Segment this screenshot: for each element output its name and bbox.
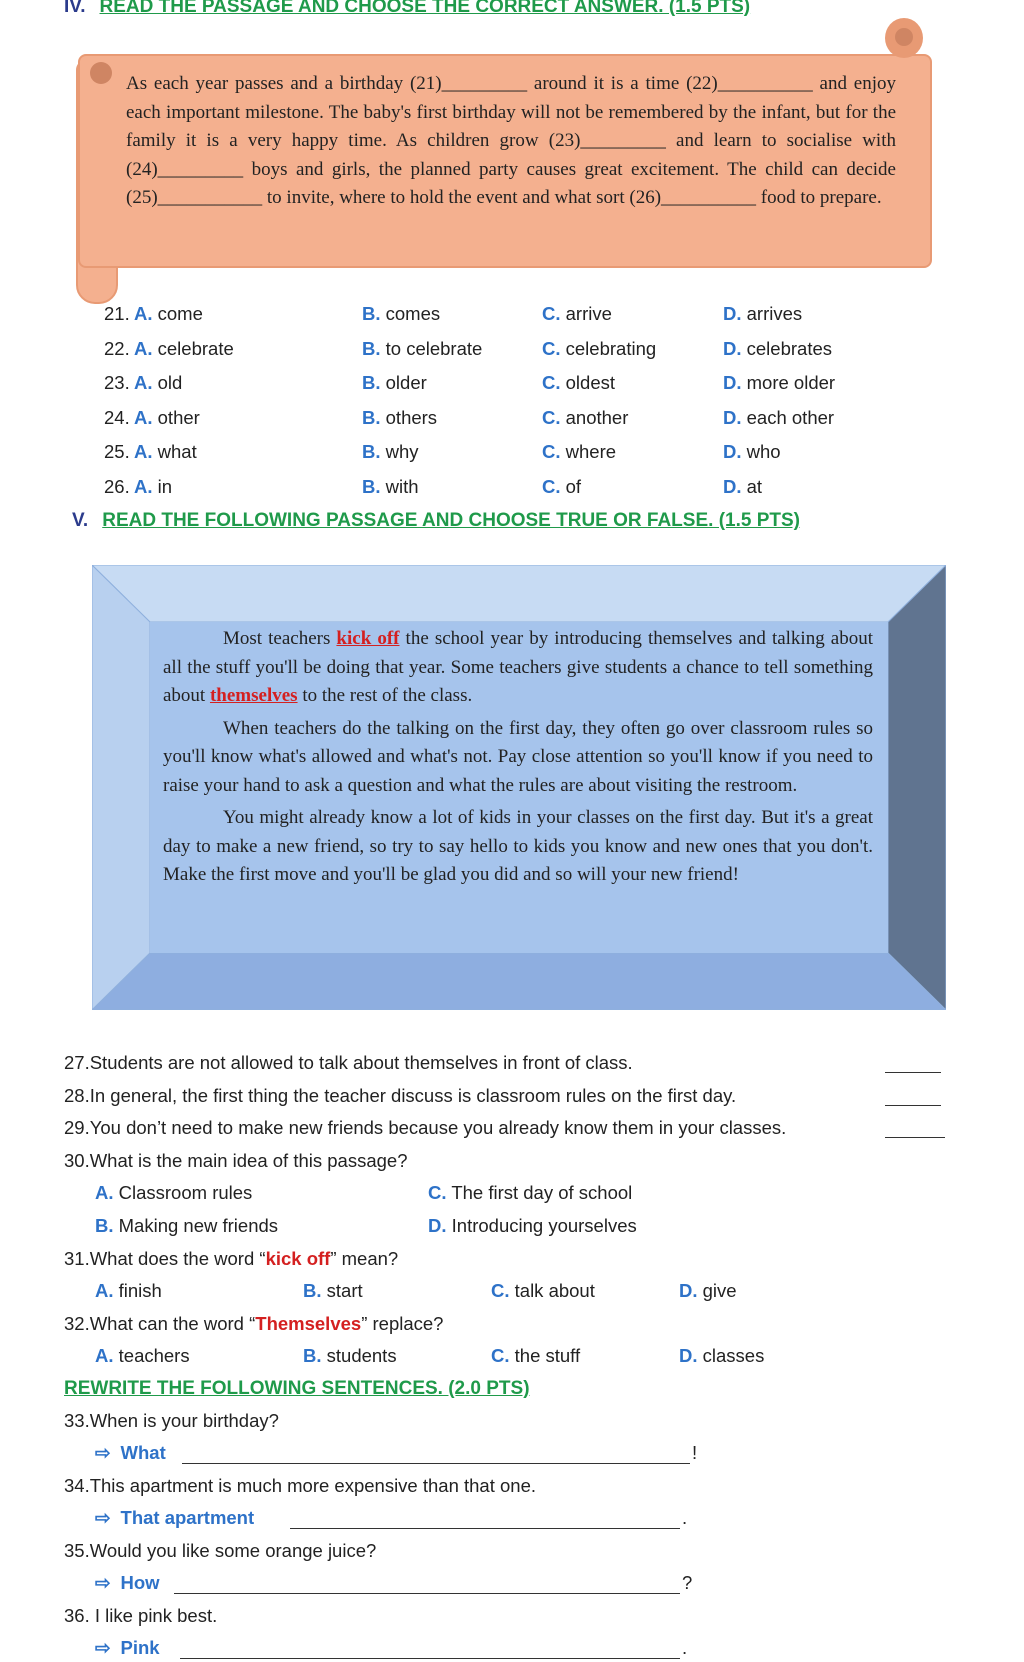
option-25-d[interactable]: D. who <box>723 441 781 462</box>
answer-blank-27[interactable] <box>885 1072 941 1073</box>
answer-lead-word: That apartment <box>120 1507 255 1528</box>
option-21-d[interactable]: D. arrives <box>723 303 803 324</box>
option-31-a[interactable]: A. finish <box>95 1280 162 1301</box>
answer-line-33[interactable] <box>182 1463 690 1464</box>
option-24-a[interactable]: A. other <box>134 406 200 428</box>
option-23-d[interactable]: D. more older <box>723 372 836 393</box>
option-26-b[interactable]: B. with <box>362 475 419 497</box>
option-25-b[interactable]: B. why <box>362 441 419 462</box>
option-22-d[interactable]: D. celebrates <box>723 337 832 359</box>
arrow-icon: ⇨ <box>95 1637 111 1658</box>
rewrite-question-34: 34.This apartment is much more expensive than that one. <box>64 1475 537 1496</box>
section-5-title: V. READ THE FOLLOWING PASSAGE AND CHOOSE TRUE OR FALSE. (1.5 PTS) <box>72 510 800 531</box>
highlight-themselves: themselves <box>209 685 298 706</box>
option-26-a[interactable]: A. in <box>134 475 173 497</box>
rewrite-question-33: 33.When is your birthday? <box>64 1410 279 1431</box>
section-4-passage: As each year passes and a birthday (21)_________ around it is a time (22)__________ and enjoy each important milestone. The baby's first birthday will not be remembered by the infant, but for the family it is a very happy time. As children grow (23)_________ and learn to socialise with (24)_________ boys and girls, the planned party causes great excitement. The child can decide (25)___________ to invite, where to hold the event and what sort (26)__________ food to prepare. <box>126 73 896 208</box>
scroll-curl-top <box>885 18 923 58</box>
option-30-c[interactable]: C. The first day of school <box>428 1182 633 1203</box>
rewrite-question-36: 36. I like pink best. <box>64 1605 218 1626</box>
question-32: 32.What can the word “Themselves” replace? <box>64 1313 444 1334</box>
option-21-c[interactable]: C. arrive <box>542 303 612 324</box>
option-23-a[interactable]: A. old <box>134 372 183 393</box>
question-30: 30.What is the main idea of this passage? <box>64 1150 408 1171</box>
question-28: 28.In general, the first thing the teacher discuss is classroom rules on the first day. <box>64 1085 737 1106</box>
sentence-end-punct: ? <box>682 1572 693 1593</box>
question-number: 23. <box>104 372 130 393</box>
answer-lead-word: How <box>120 1572 160 1593</box>
option-24-d[interactable]: D. each other <box>723 406 835 428</box>
option-22-c[interactable]: C. celebrating <box>542 337 657 359</box>
question-27: 27.Students are not allowed to talk about themselves in front of class. <box>64 1052 633 1073</box>
arrow-icon: ⇨ <box>95 1507 111 1528</box>
option-25-a[interactable]: A. what <box>134 441 197 462</box>
option-21-b[interactable]: B. comes <box>362 303 441 324</box>
section-6-title: REWRITE THE FOLLOWING SENTENCES. (2.0 PTS) <box>64 1378 530 1399</box>
answer-line-35[interactable] <box>174 1593 680 1594</box>
question-number: 21. <box>104 303 130 324</box>
question-31: 31.What does the word “kick off” mean? <box>64 1248 399 1269</box>
option-23-c[interactable]: C. oldest <box>542 372 616 393</box>
rewrite-answer-36 <box>95 1637 160 1659</box>
option-22-a[interactable]: A. celebrate <box>134 337 234 359</box>
option-24-c[interactable]: C. another <box>542 406 629 428</box>
option-30-b[interactable]: B. Making new friends <box>95 1215 279 1236</box>
question-29: 29.You don’t need to make new friends because you already know them in your classes. <box>64 1117 787 1138</box>
arrow-icon: ⇨ <box>95 1442 111 1463</box>
rewrite-answer-35 <box>95 1572 160 1594</box>
option-30-d[interactable]: D. Introducing yourselves <box>428 1215 637 1236</box>
option-23-b[interactable]: B. older <box>362 372 427 393</box>
section-4-title: IV. READ THE PASSAGE AND CHOOSE THE CORRECT ANSWER. (1.5 PTS) <box>64 0 751 17</box>
rewrite-question-35: 35.Would you like some orange juice? <box>64 1540 377 1561</box>
option-32-a[interactable]: A. teachers <box>95 1345 190 1366</box>
option-26-c[interactable]: C. of <box>542 475 582 497</box>
option-32-b[interactable]: B. students <box>303 1345 397 1366</box>
option-26-d[interactable]: D. at <box>723 475 763 497</box>
question-number: 24. <box>104 406 130 428</box>
answer-blank-28[interactable] <box>885 1105 941 1106</box>
scroll-curl-dot <box>90 62 112 84</box>
passage-paragraph-2: When teachers do the talking on the first day, they often go over classroom rules so you'll know what's allowed and what's not. Pay close attention so you'll know if you need to raise your hand to ask a question and what the rules are about visiting the restroom. <box>163 717 873 796</box>
sentence-end-punct: . <box>682 1507 688 1528</box>
section-5-passage <box>163 625 873 894</box>
option-25-c[interactable]: C. where <box>542 441 617 462</box>
question-number: 25. <box>104 441 130 462</box>
rewrite-answer-33 <box>95 1442 166 1464</box>
answer-lead-word: Pink <box>120 1637 160 1658</box>
sentence-end-punct: ! <box>692 1442 698 1463</box>
answer-blank-29[interactable] <box>885 1137 945 1138</box>
arrow-icon: ⇨ <box>95 1572 111 1593</box>
passage-paragraph-1: Most teachers kick off the school year by introducing themselves and talking about all the stuff you'll be doing that year. Some teachers give students a chance to tell something about themselves to the rest of the class. <box>163 628 873 706</box>
passage-paragraph-3: You might already know a lot of kids in your classes on the first day. But it's a great day to make a new friend, so try to say hello to kids you know and new ones that you don't. Make the first move and you'll be glad you did and so will your new friend! <box>163 807 873 885</box>
rewrite-answer-34 <box>95 1507 254 1529</box>
option-21-a[interactable]: A. come <box>134 303 203 324</box>
highlight-kick-off: kick off <box>336 628 400 649</box>
option-24-b[interactable]: B. others <box>362 406 438 428</box>
question-number: 22. <box>104 337 130 359</box>
option-31-d[interactable]: D. give <box>679 1280 737 1301</box>
option-32-d[interactable]: D. classes <box>679 1345 765 1366</box>
option-32-c[interactable]: C. the stuff <box>491 1345 581 1366</box>
option-31-c[interactable]: C. talk about <box>491 1280 595 1301</box>
option-22-b[interactable]: B. to celebrate <box>362 337 483 359</box>
answer-lead-word: What <box>120 1442 166 1463</box>
option-31-b[interactable]: B. start <box>303 1280 363 1301</box>
question-number: 26. <box>104 475 130 497</box>
answer-line-36[interactable] <box>180 1658 680 1659</box>
option-30-a[interactable]: A. Classroom rules <box>95 1182 253 1203</box>
sentence-end-punct: . <box>682 1637 688 1658</box>
answer-line-34[interactable] <box>290 1528 680 1529</box>
